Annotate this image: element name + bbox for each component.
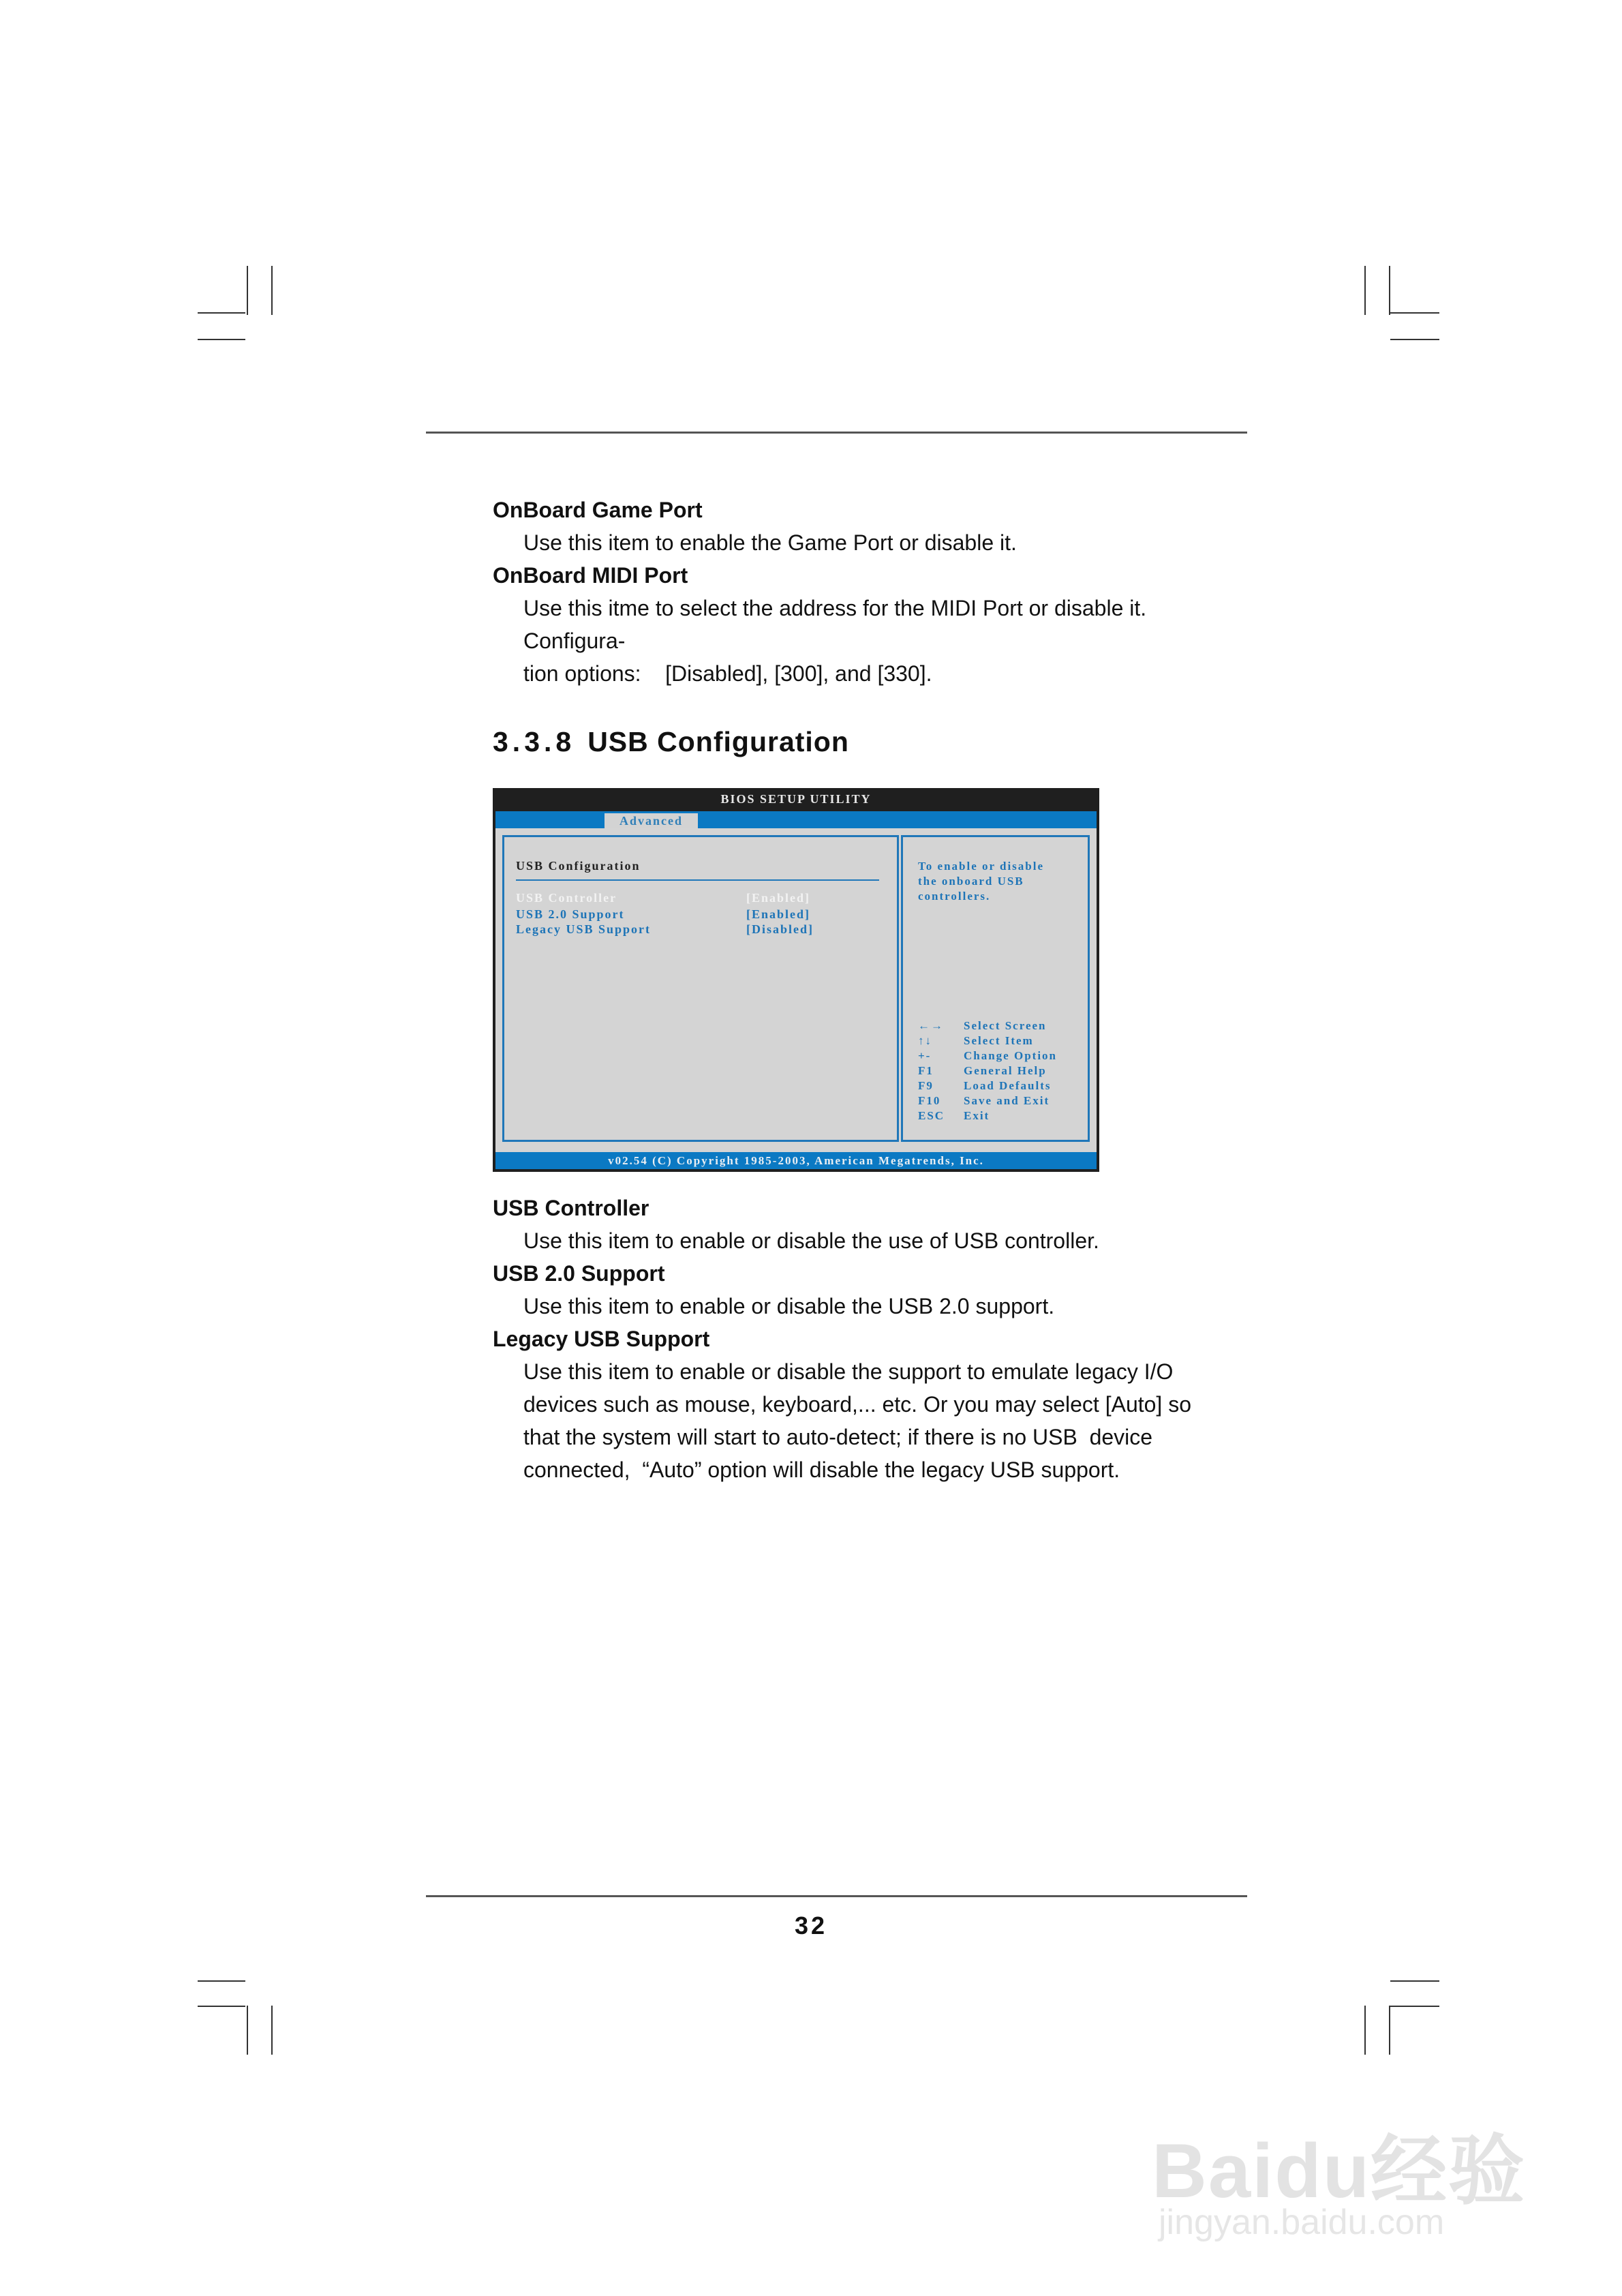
option-usb-controller-value[interactable]: [Enabled] xyxy=(746,891,811,905)
section-title: USB Configuration xyxy=(587,726,849,757)
crop-mark xyxy=(1364,2006,1366,2055)
bios-help-text: To enable or disable the onboard USB controllers. xyxy=(918,860,1045,903)
option-usb20-support-value[interactable]: [Enabled] xyxy=(746,907,811,921)
key-exit: ESC xyxy=(918,1109,945,1122)
option-legacy-usb-label[interactable]: Legacy USB Support xyxy=(516,922,652,936)
key-select-item: ↑↓ xyxy=(918,1034,932,1047)
top-sections xyxy=(493,494,1249,690)
key-save-exit-action: Save and Exit xyxy=(964,1094,1050,1107)
desc-legacy-usb-4: connected, “Auto” option will disable the legacy USB support. xyxy=(523,1457,1120,1482)
bios-screenshot xyxy=(493,788,1099,1172)
term-onboard-game-port: OnBoard Game Port xyxy=(493,498,703,522)
crop-mark xyxy=(247,266,248,315)
term-onboard-midi-port: OnBoard MIDI Port xyxy=(493,563,688,588)
key-select-screen: ←→ xyxy=(918,1019,944,1032)
desc-onboard-midi-port-2: tion options: [Disabled], [300], and [330]. xyxy=(523,661,932,686)
key-load-defaults: F9 xyxy=(918,1079,934,1092)
crop-mark xyxy=(1390,1980,1439,1982)
crop-mark xyxy=(198,2006,245,2007)
key-change-option: +- xyxy=(918,1049,932,1062)
key-load-defaults-action: Load Defaults xyxy=(964,1079,1052,1092)
crop-mark xyxy=(1389,2006,1390,2055)
bios-section-title: USB Configuration xyxy=(516,859,641,873)
desc-legacy-usb-1: Use this item to enable or disable the support to emulate legacy I/O xyxy=(523,1359,1174,1384)
tab-advanced[interactable]: Advanced xyxy=(605,813,698,828)
key-general-help: F1 xyxy=(918,1064,934,1077)
bios-tab-bar xyxy=(495,811,1097,828)
term-usb20-support: USB 2.0 Support xyxy=(493,1261,665,1286)
key-select-item-action: Select Item xyxy=(964,1034,1034,1047)
crop-mark xyxy=(247,2006,248,2055)
crop-mark xyxy=(271,266,273,315)
page-number: 32 xyxy=(794,1912,828,1939)
option-usb20-support-label[interactable]: USB 2.0 Support xyxy=(516,907,625,921)
desc-onboard-midi-port-1: Use this itme to select the address for the MIDI Port or disable it. Configura- xyxy=(523,596,1147,653)
crop-mark xyxy=(198,339,245,340)
key-change-option-action: Change Option xyxy=(964,1049,1057,1062)
key-select-screen-action: Select Screen xyxy=(964,1019,1047,1032)
crop-mark xyxy=(198,312,245,314)
baidu-watermark xyxy=(1152,2089,1561,2242)
key-general-help-action: General Help xyxy=(964,1064,1047,1077)
desc-legacy-usb-3: that the system will start to auto-detect; if there is no USB device xyxy=(523,1425,1153,1449)
term-usb-controller: USB Controller xyxy=(493,1196,649,1220)
crop-mark xyxy=(198,1980,245,1982)
bottom-sections xyxy=(493,1192,1249,1486)
section-heading xyxy=(493,726,849,758)
bios-footer: v02.54 (C) Copyright 1985-2003, American Megatrends, Inc. xyxy=(495,1152,1097,1169)
bios-options-box xyxy=(502,835,899,1142)
watermark-url: jingyan.baidu.com xyxy=(1159,2203,1445,2242)
term-legacy-usb-support: Legacy USB Support xyxy=(493,1327,710,1351)
bios-panel xyxy=(495,828,1097,1152)
crop-mark xyxy=(1390,2006,1439,2007)
section-number: 3.3.8 xyxy=(493,726,576,757)
desc-usb-controller: Use this item to enable or disable the use of USB controller. xyxy=(523,1228,1099,1253)
crop-mark xyxy=(1390,312,1439,314)
crop-mark xyxy=(1389,266,1390,315)
key-save-exit: F10 xyxy=(918,1094,941,1107)
footer-rule xyxy=(426,1895,1247,1897)
bios-section-underline xyxy=(516,879,879,881)
crop-mark xyxy=(271,2006,273,2055)
header-rule xyxy=(426,432,1247,434)
desc-onboard-game-port: Use this item to enable the Game Port or disable it. xyxy=(523,530,1017,555)
option-legacy-usb-value[interactable]: [Disabled] xyxy=(746,922,814,936)
watermark-logo-text: Baidu经验 xyxy=(1152,2128,1527,2214)
bios-title: BIOS SETUP UTILITY xyxy=(720,792,872,806)
crop-mark xyxy=(1364,266,1366,315)
key-exit-action: Exit xyxy=(964,1109,990,1122)
desc-usb20-support: Use this item to enable or disable the USB 2.0 support. xyxy=(523,1294,1055,1318)
option-usb-controller-label[interactable]: USB Controller xyxy=(516,891,617,905)
crop-mark xyxy=(1390,339,1439,340)
desc-legacy-usb-2: devices such as mouse, keyboard,... etc. Or you may select [Auto] so xyxy=(523,1392,1191,1417)
